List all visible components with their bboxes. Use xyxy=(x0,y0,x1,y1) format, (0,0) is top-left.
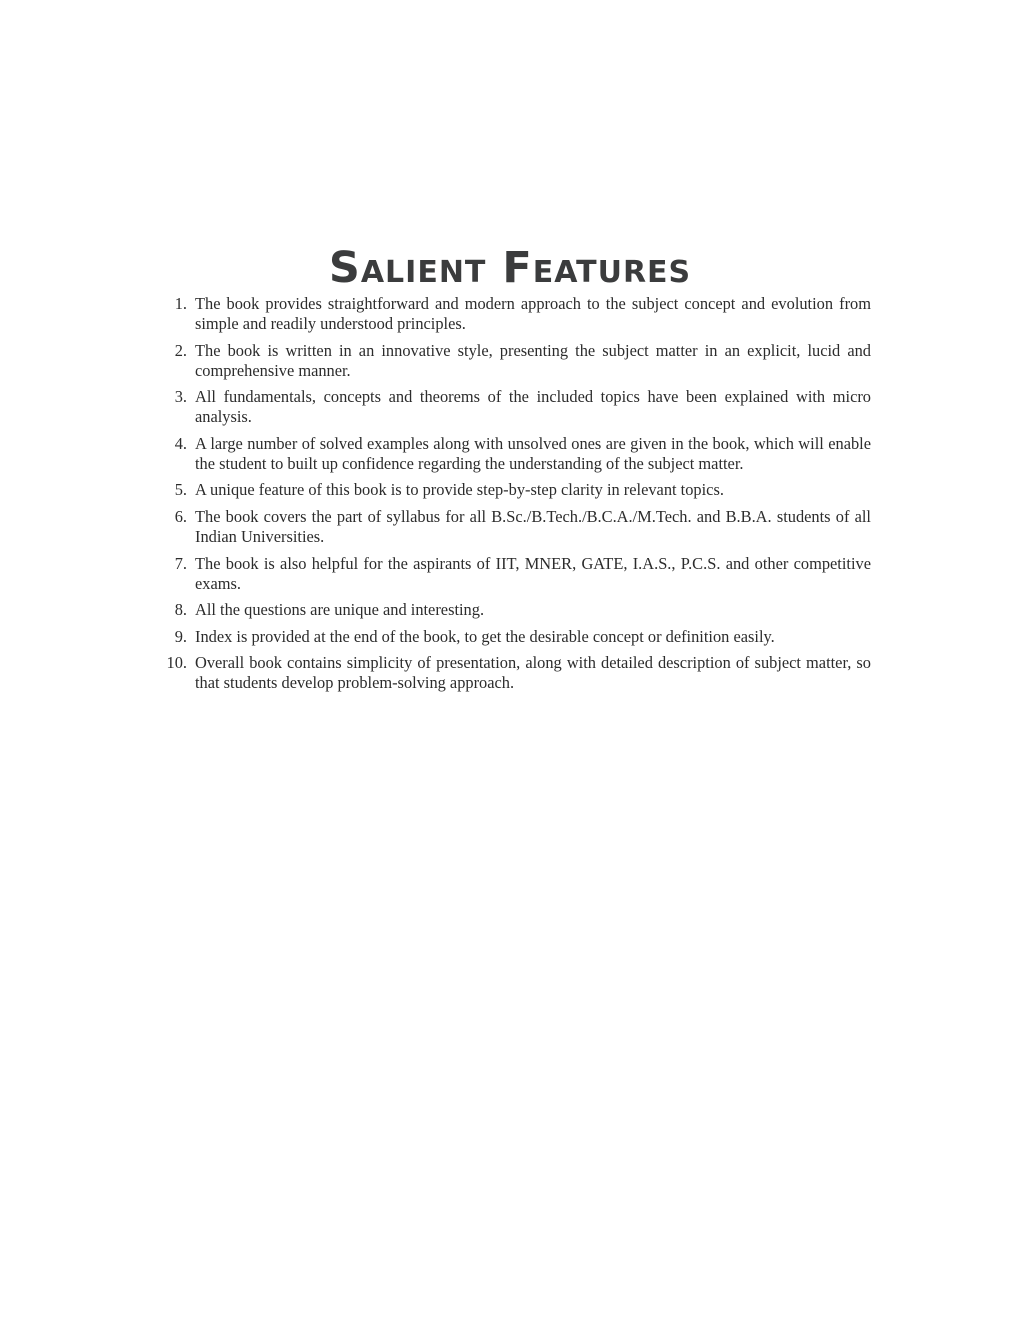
item-text: A large number of solved examples along with unsolved ones are given in the book, which will enable the student to built up confidence regarding the understanding of the subject matter. xyxy=(195,433,871,473)
item-number: 2. xyxy=(174,340,187,360)
item-text: The book is also helpful for the aspirants of IIT, MNER, GATE, I.A.S., P.C.S. and other competitive exams. xyxy=(195,553,871,593)
item-text: Overall book contains simplicity of presentation, along with detailed description of subject matter, so that students develop problem-solving approach. xyxy=(195,653,871,693)
item-text: All fundamentals, concepts and theorems of the included topics have been explained with micro analysis. xyxy=(195,387,871,427)
list-item xyxy=(160,480,871,500)
list-item xyxy=(160,294,871,334)
item-number: 3. xyxy=(174,387,187,407)
item-text: The book provides straightforward and modern approach to the subject concept and evolution from simple and readily understood principles. xyxy=(195,294,871,333)
list-item xyxy=(160,554,871,594)
list-item xyxy=(160,434,871,474)
item-text: The book is written in an innovative style, presenting the subject matter in an explicit, lucid and comprehensive manner. xyxy=(195,340,871,380)
list-item xyxy=(160,600,871,620)
list-item xyxy=(160,653,871,693)
list-item xyxy=(160,627,871,647)
item-number: 6. xyxy=(174,506,187,526)
item-text: Index is provided at the end of the book, to get the desirable concept or definition easily. xyxy=(195,626,775,646)
item-text: All the questions are unique and interesting. xyxy=(195,600,485,620)
list-item xyxy=(160,507,871,547)
item-text: The book covers the part of syllabus for all B.Sc./B.Tech./B.C.A./M.Tech. and B.B.A. students of all Indian Universities. xyxy=(195,506,871,546)
item-text: A unique feature of this book is to provide step-by-step clarity in relevant topics. xyxy=(195,480,724,500)
item-number: 7. xyxy=(174,553,187,573)
features-list xyxy=(160,294,871,700)
list-item xyxy=(160,341,871,381)
item-number: 8. xyxy=(174,600,187,620)
item-number: 1. xyxy=(174,294,187,313)
item-number: 9. xyxy=(174,626,187,646)
item-number: 4. xyxy=(174,433,187,453)
list-item xyxy=(160,387,871,427)
item-number: 10. xyxy=(166,653,187,673)
page-title: Salient Features xyxy=(328,242,692,293)
item-number: 5. xyxy=(174,480,187,500)
